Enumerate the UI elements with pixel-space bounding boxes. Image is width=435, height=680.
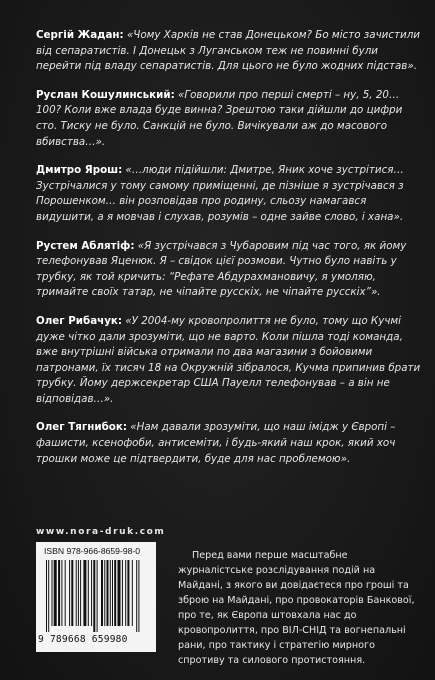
quote-author: Олег Тягнибок: (36, 421, 127, 434)
book-description: Перед вами перше масштабне журналістське розслідування подій на Майдані, з якого ви довідаєтеся про гроші та зброю на Майдані, про провокаторів Банкової, про те, як Європа штовхала нас до кровопролиття, про ВІЛ-СНІД та вогнепальні рани, про тактику і стратегію мирного спротиву та силового протистояння. (178, 550, 415, 666)
barcode-block (36, 542, 156, 652)
quote-text: «…люди підійшли: Дмитре, Яник хоче зустрітися… Зустрічалися у тому самому приміщенні, де пізніше я зустрічався з Порошенком… він розповідав про родину, сльозу намагався видушити, а я мовчав і слухав, розумів – одне зайве слово, і хана». (36, 164, 404, 223)
quote-text: «Чому Харків не став Донецьком? Бо місто зачистили від сепаратистів. І Донецьк з Луганськом теж не повинні були перейти під владу сепаратистів. Для цього не було жодних підстав». (36, 29, 420, 73)
quote-ablyatif (36, 239, 422, 301)
barcode-number: 9 789668 659980 (38, 634, 128, 645)
publisher-website: www.nora-druk.com (36, 527, 166, 537)
quote-text: «Говорили про перші смерті – ну, 5, 20… 100? Коли вже влада буде винна? Зрештою таки дійшли до цифри сто. Тиску не було. Санкцій не було. Вичікували аж до масового вбивства…». (36, 88, 403, 148)
quote-author: Дмитро Ярош: (36, 164, 123, 177)
quote-rybachuk (36, 314, 422, 408)
quote-yarosh (36, 163, 422, 225)
quote-text: «Я зустрічався з Чубаровим під час того, як йому телефонував Яценюк. Я – свідок цієї розмови. Чутно було навіть у трубку, як той кричить: “Рефате Абдурахмановичу, я умоляю, тримайте своїх татар, не чіпайте русскіх, не чіпайте русскіх”». (36, 239, 407, 299)
quotes-section (36, 28, 422, 480)
quote-author: Сергій Жадан: (36, 29, 124, 41)
quote-tyahnybok (36, 420, 422, 467)
quote-koshulynskyi (36, 88, 422, 150)
quote-text: «У 2004-му кровопролиття не було, тому що Кучмі дуже чітко дали зрозуміти, що не варто. Коли пішла тоді команда, вже внутрішні війська отримали по два магазини з бойовими патронами, їх тисяч 18 на Окружній зібралося, Кучма припинив брати трубку. Йому держсекретар США Пауелл телефонував – а він не відповідав…». (36, 314, 421, 405)
quote-author: Олег Рибачук: (36, 314, 123, 327)
quote-author: Руслан Кошулинський: (36, 88, 175, 101)
quote-text: «Нам давали зрозуміти, що наш імідж у Європі – фашисти, ксенофоби, антисеміти, і будь-який наш крок, який хоч трошки може це підтвердити, буде для нас проблемою». (36, 421, 396, 465)
barcode-icon (46, 560, 146, 632)
quote-zhadan (36, 28, 422, 75)
isbn-label: ISBN 978-966-8659-98-0 (44, 546, 141, 556)
quote-author: Рустем Аблятіф: (36, 239, 135, 252)
